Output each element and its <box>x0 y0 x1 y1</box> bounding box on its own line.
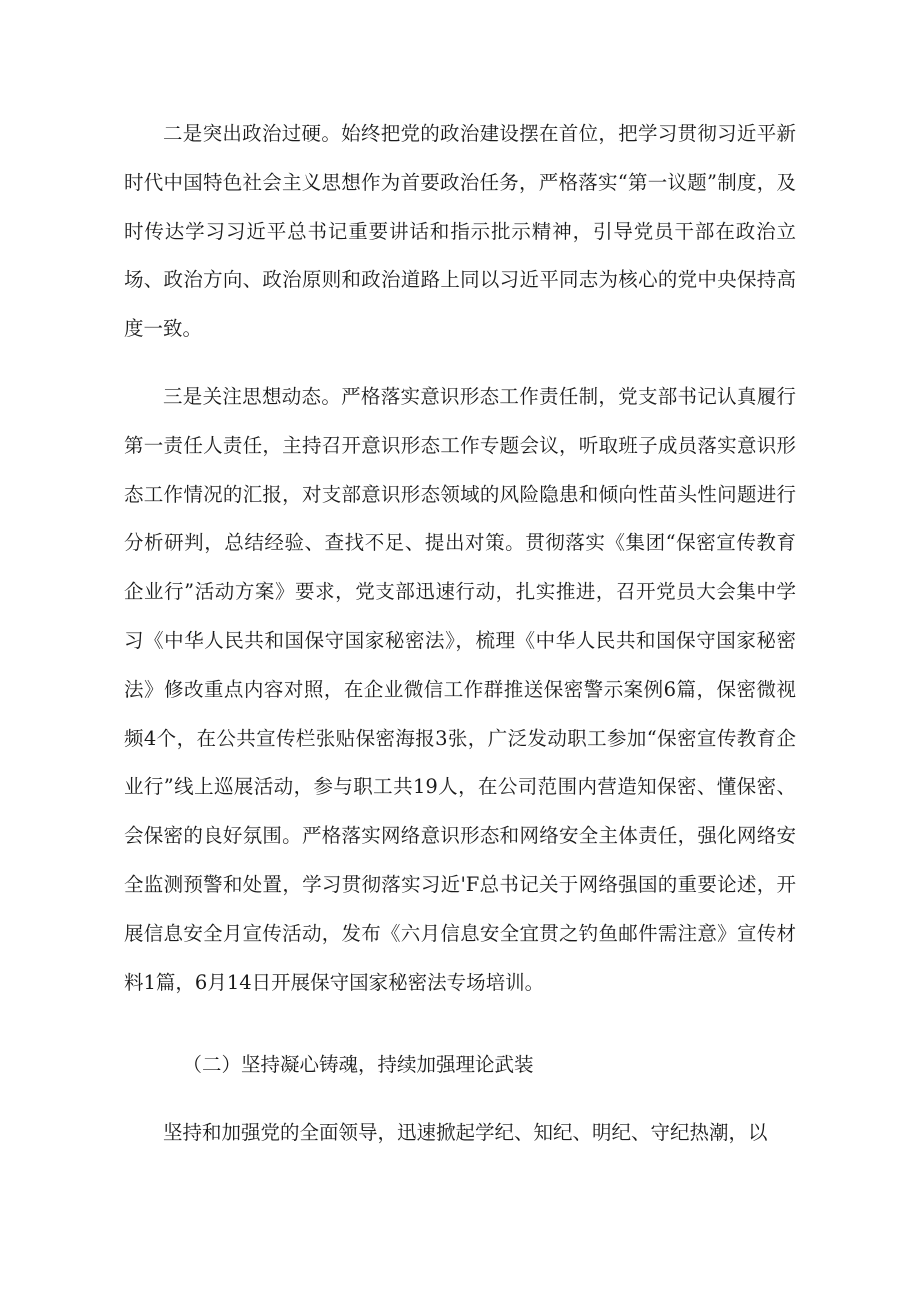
section-heading-theory-armament: （二）坚持凝心铸魂，持续加强理论武装 <box>182 1053 534 1076</box>
paragraph-ideological-trends: 三是关注思想动态。严格落实意识形态工作责任制，党支部书记认真履行第一责任人责任，主持召开意识形态工作专题会议，听取班子成员落实意识形态工作情况的汇报，对支部意识形态领域的风险隐患和倾向性苗头性问题进行分析研判，总结经验、查找不足、提出对策。贯彻落实《集团“保密宣传教育企业行”活动方案》要求，党支部迅速行动，扎实推进，召开党员大会集中学习《中华人民共和国保守国家秘密法》，梳理《中华人民共和国保守国家秘密法》修改重点内容对照，在企业微信工作群推送保密警示案例6篇，保密微视频4个，在公共宣传栏张贴保密海报3张，广泛发动职工参加“保密宣传教育企业行”线上巡展活动，参与职工共19人，在公司范围内营造知保密、懂保密、会保密的良好氛围。严格落实网络意识形态和网络安全主体责任，强化网络安全监测预警和处置，学习贯彻落实习近'F总书记关于网络强国的重要论述，开展信息安全月宣传活动，发布《六月信息安全宜贯之钓鱼邮件需注意》宣传材料1篇，6月14日开展保守国家秘密法专场培训。 <box>124 385 796 994</box>
paragraph-political-integrity: 二是突出政治过硬。始终把党的政治建设摆在首位，把学习贯彻习近平新时代中国特色社会主义思想作为首要政治任务，严格落实“第一议题”制度，及时传达学习习近平总书记重要讲话和指示批示精神，引导党员干部在政治立场、政治方向、政治原则和政治道路上同以习近平同志为核心的党中央保持高度一致。 <box>124 122 796 341</box>
paragraph-party-leadership: 坚持和加强党的全面领导，迅速掀起学纪、知纪、明纪、守纪热潮，以 <box>163 1121 768 1144</box>
